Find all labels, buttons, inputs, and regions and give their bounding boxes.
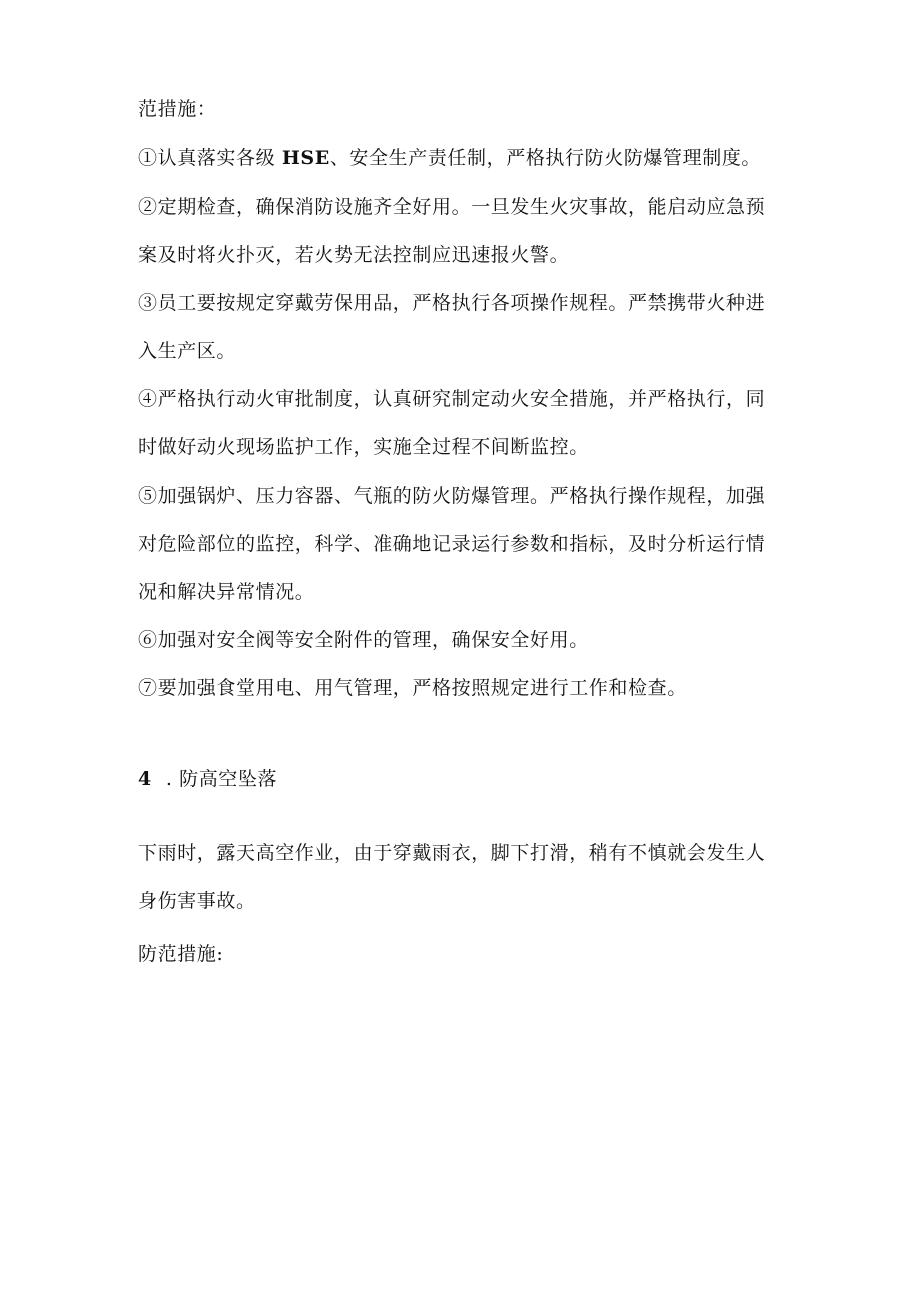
measure-item-3-cont: 入生产区。	[138, 340, 237, 362]
intro-label: 范措施：	[138, 98, 217, 120]
section-number: 4	[138, 768, 152, 790]
item-text: 严格执行动火审批制度，认真研究制定动火安全措施，并严格执行，同	[157, 388, 766, 410]
measure-item-1	[138, 146, 761, 170]
item-text: 加强锅炉、压力容器、气瓶的防火防爆管理。严格执行操作规程，加强	[157, 485, 766, 507]
description-line: 下雨时，露天高空作业，由于穿戴雨衣，脚下打滑，稍有不慎就会发生人	[138, 842, 766, 864]
measure-item-4	[138, 387, 765, 411]
item-text: 认真落实各级	[157, 147, 282, 169]
measure-item-5	[138, 484, 765, 508]
measure-item-5-cont: 对危险部位的监控，科学、准确地记录运行参数和指标，及时分析运行情	[138, 533, 766, 555]
item-text-bold: HSE	[281, 147, 330, 169]
measure-item-2-cont: 案及时将火扑灭，若火势无法控制应迅速报火警。	[138, 244, 570, 266]
measure-item-3	[138, 291, 765, 315]
measure-item-7	[138, 676, 687, 700]
item-marker: ⑦	[138, 677, 158, 699]
item-marker: ⑤	[138, 485, 158, 507]
item-text: 定期检查，确保消防设施齐全好用。一旦发生火灾事故，能启动应急预	[157, 196, 766, 218]
item-marker: ④	[138, 388, 158, 410]
item-marker: ③	[138, 292, 158, 314]
measure-item-5-cont: 况和解决异常情况。	[138, 581, 315, 603]
section-heading	[138, 767, 277, 791]
measure-item-4-cont: 时做好动火现场监护工作，实施全过程不间断监控。	[138, 436, 589, 458]
closing-label: 防范措施:	[138, 943, 224, 965]
item-text: 员工要按规定穿戴劳保用品，严格执行各项操作规程。严禁携带火种进	[157, 292, 766, 314]
measure-item-6	[138, 628, 589, 652]
section-title: . 防高空坠落	[165, 768, 278, 790]
item-text: 加强对安全阀等安全附件的管理，确保安全好用。	[157, 629, 589, 651]
item-text: 要加强食堂用电、用气管理，严格按照规定进行工作和检查。	[157, 677, 687, 699]
item-marker: ⑥	[138, 629, 158, 651]
measure-item-2	[138, 195, 765, 219]
item-text: 、安全生产责任制，严格执行防火防爆管理制度。	[329, 147, 762, 169]
item-marker: ①	[138, 147, 158, 169]
item-marker: ②	[138, 196, 158, 218]
description-line: 身伤害事故。	[138, 890, 256, 912]
